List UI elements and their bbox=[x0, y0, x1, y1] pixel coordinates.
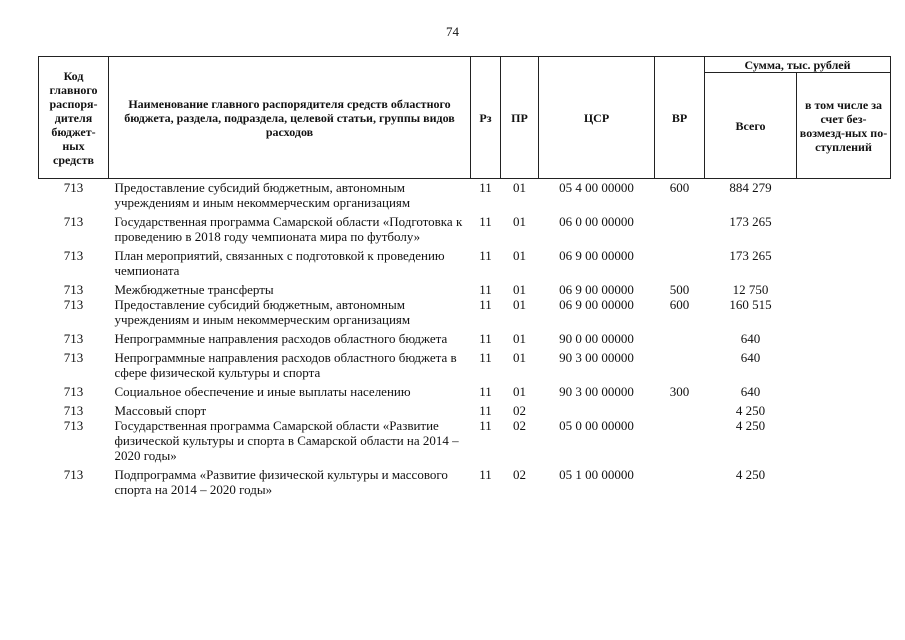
cell-csr: 06 9 00 00000 bbox=[559, 282, 634, 297]
cell-name: Межбюджетные трансферты bbox=[114, 282, 274, 297]
cell-rz: 11 bbox=[479, 331, 492, 346]
table-row bbox=[39, 282, 891, 297]
cell-pr: 01 bbox=[513, 248, 526, 263]
cell-rz: 11 bbox=[479, 180, 492, 195]
cell-vr: 300 bbox=[669, 384, 690, 399]
cell-total: 640 bbox=[740, 384, 761, 399]
cell-total: 173 265 bbox=[729, 248, 772, 263]
cell-pr: 01 bbox=[513, 297, 526, 312]
cell-csr bbox=[539, 403, 655, 418]
cell-rz: 11 bbox=[479, 467, 492, 482]
cell-code: 713 bbox=[63, 403, 84, 418]
cell-csr: 05 1 00 00000 bbox=[559, 467, 634, 482]
cell-rz: 11 bbox=[479, 403, 492, 418]
cell-code: 713 bbox=[63, 282, 84, 297]
cell-vr bbox=[655, 248, 705, 282]
header-name: Наименование главного распорядителя средств областного бюджета, раздела, подраздела, целевой статьи, группы видов расходов bbox=[109, 57, 471, 179]
cell-csr: 06 9 00 00000 bbox=[559, 297, 634, 312]
cell-vr bbox=[655, 467, 705, 497]
header-free: в том числе за счет без-возмезд-ных по-ступлений bbox=[797, 73, 891, 179]
cell-free bbox=[797, 179, 891, 215]
cell-pr: 02 bbox=[513, 403, 526, 418]
cell-vr bbox=[655, 350, 705, 384]
cell-code: 713 bbox=[63, 214, 84, 229]
table-row bbox=[39, 179, 891, 215]
cell-total: 640 bbox=[740, 350, 761, 365]
page-number: 74 bbox=[446, 24, 459, 39]
cell-name: Государственная программа Самарской области «Развитие физической культуры и спорта в Самарской области на 2014 – 2020 годы» bbox=[114, 418, 459, 463]
cell-rz: 11 bbox=[479, 297, 492, 312]
cell-pr: 01 bbox=[513, 384, 526, 399]
cell-name: Подпрограмма «Развитие физической культуры и массового спорта на 2014 – 2020 годы» bbox=[114, 467, 448, 497]
cell-code: 713 bbox=[63, 350, 84, 365]
cell-total: 173 265 bbox=[729, 214, 772, 229]
cell-rz: 11 bbox=[479, 214, 492, 229]
cell-code: 713 bbox=[63, 467, 84, 482]
cell-total: 884 279 bbox=[729, 180, 772, 195]
cell-code: 713 bbox=[63, 331, 84, 346]
header-code: Код главного распоря-дителя бюджет-ных средств bbox=[39, 57, 109, 179]
cell-name: План мероприятий, связанных с подготовкой к проведению чемпионата bbox=[114, 248, 445, 278]
cell-free bbox=[797, 384, 891, 403]
cell-name: Предоставление субсидий бюджетным, автономным учреждениям и иным некоммерческим организациям bbox=[114, 297, 411, 327]
cell-total: 640 bbox=[740, 331, 761, 346]
cell-vr bbox=[655, 403, 705, 418]
cell-name: Непрограммные направления расходов областного бюджета в сфере физической культуры и спорта bbox=[114, 350, 457, 380]
table-row bbox=[39, 418, 891, 467]
cell-code: 713 bbox=[63, 418, 84, 433]
cell-pr: 01 bbox=[513, 214, 526, 229]
cell-code: 713 bbox=[63, 384, 84, 399]
cell-csr: 90 0 00 00000 bbox=[559, 331, 634, 346]
cell-pr: 02 bbox=[513, 467, 526, 482]
table-body bbox=[39, 179, 891, 498]
cell-name: Социальное обеспечение и иные выплаты населению bbox=[114, 384, 411, 399]
table-row bbox=[39, 248, 891, 282]
cell-total: 160 515 bbox=[729, 297, 772, 312]
cell-pr: 01 bbox=[513, 180, 526, 195]
table-header bbox=[39, 57, 891, 179]
cell-rz: 11 bbox=[479, 282, 492, 297]
header-total: Всего bbox=[705, 73, 797, 179]
header-csr: ЦСР bbox=[539, 57, 655, 179]
cell-rz: 11 bbox=[479, 350, 492, 365]
cell-free bbox=[797, 467, 891, 497]
cell-rz: 11 bbox=[479, 248, 492, 263]
cell-name: Государственная программа Самарской области «Подготовка к проведению в 2018 году чемпионата мира по футболу» bbox=[114, 214, 463, 244]
cell-pr: 01 bbox=[513, 331, 526, 346]
cell-free bbox=[797, 297, 891, 331]
cell-code: 713 bbox=[63, 248, 84, 263]
cell-csr: 06 9 00 00000 bbox=[559, 248, 634, 263]
cell-pr: 01 bbox=[513, 282, 526, 297]
cell-free bbox=[797, 248, 891, 282]
table-row bbox=[39, 384, 891, 403]
cell-vr: 600 bbox=[669, 180, 690, 195]
cell-pr: 01 bbox=[513, 350, 526, 365]
cell-free bbox=[797, 403, 891, 418]
cell-total: 4 250 bbox=[735, 467, 766, 482]
header-pr: ПР bbox=[501, 57, 539, 179]
cell-free bbox=[797, 214, 891, 248]
cell-free bbox=[797, 418, 891, 467]
table-row bbox=[39, 403, 891, 418]
cell-csr: 90 3 00 00000 bbox=[559, 350, 634, 365]
cell-vr bbox=[655, 214, 705, 248]
cell-csr: 05 0 00 00000 bbox=[559, 418, 634, 433]
cell-free bbox=[797, 331, 891, 350]
table-row bbox=[39, 331, 891, 350]
cell-csr: 90 3 00 00000 bbox=[559, 384, 634, 399]
cell-free bbox=[797, 350, 891, 384]
cell-total: 12 750 bbox=[732, 282, 769, 297]
table-row bbox=[39, 297, 891, 331]
cell-name: Предоставление субсидий бюджетным, автономным учреждениям и иным некоммерческим организациям bbox=[114, 180, 411, 210]
table-row bbox=[39, 214, 891, 248]
cell-csr: 06 0 00 00000 bbox=[559, 214, 634, 229]
cell-free bbox=[797, 282, 891, 297]
cell-pr: 02 bbox=[513, 418, 526, 433]
table-row bbox=[39, 467, 891, 497]
cell-vr bbox=[655, 331, 705, 350]
cell-rz: 11 bbox=[479, 384, 492, 399]
cell-code: 713 bbox=[63, 297, 84, 312]
cell-name: Массовый спорт bbox=[114, 403, 207, 418]
cell-total: 4 250 bbox=[735, 418, 766, 433]
header-rz: Рз bbox=[471, 57, 501, 179]
cell-vr: 500 bbox=[669, 282, 690, 297]
header-sum: Сумма, тыс. рублей bbox=[705, 57, 891, 73]
cell-name: Непрограммные направления расходов областного бюджета bbox=[114, 331, 448, 346]
cell-rz: 11 bbox=[479, 418, 492, 433]
cell-vr: 600 bbox=[669, 297, 690, 312]
cell-csr: 05 4 00 00000 bbox=[559, 180, 634, 195]
table-row bbox=[39, 350, 891, 384]
budget-table bbox=[38, 56, 891, 497]
cell-total: 4 250 bbox=[735, 403, 766, 418]
cell-vr bbox=[655, 418, 705, 467]
cell-code: 713 bbox=[63, 180, 84, 195]
header-vr: ВР bbox=[655, 57, 705, 179]
